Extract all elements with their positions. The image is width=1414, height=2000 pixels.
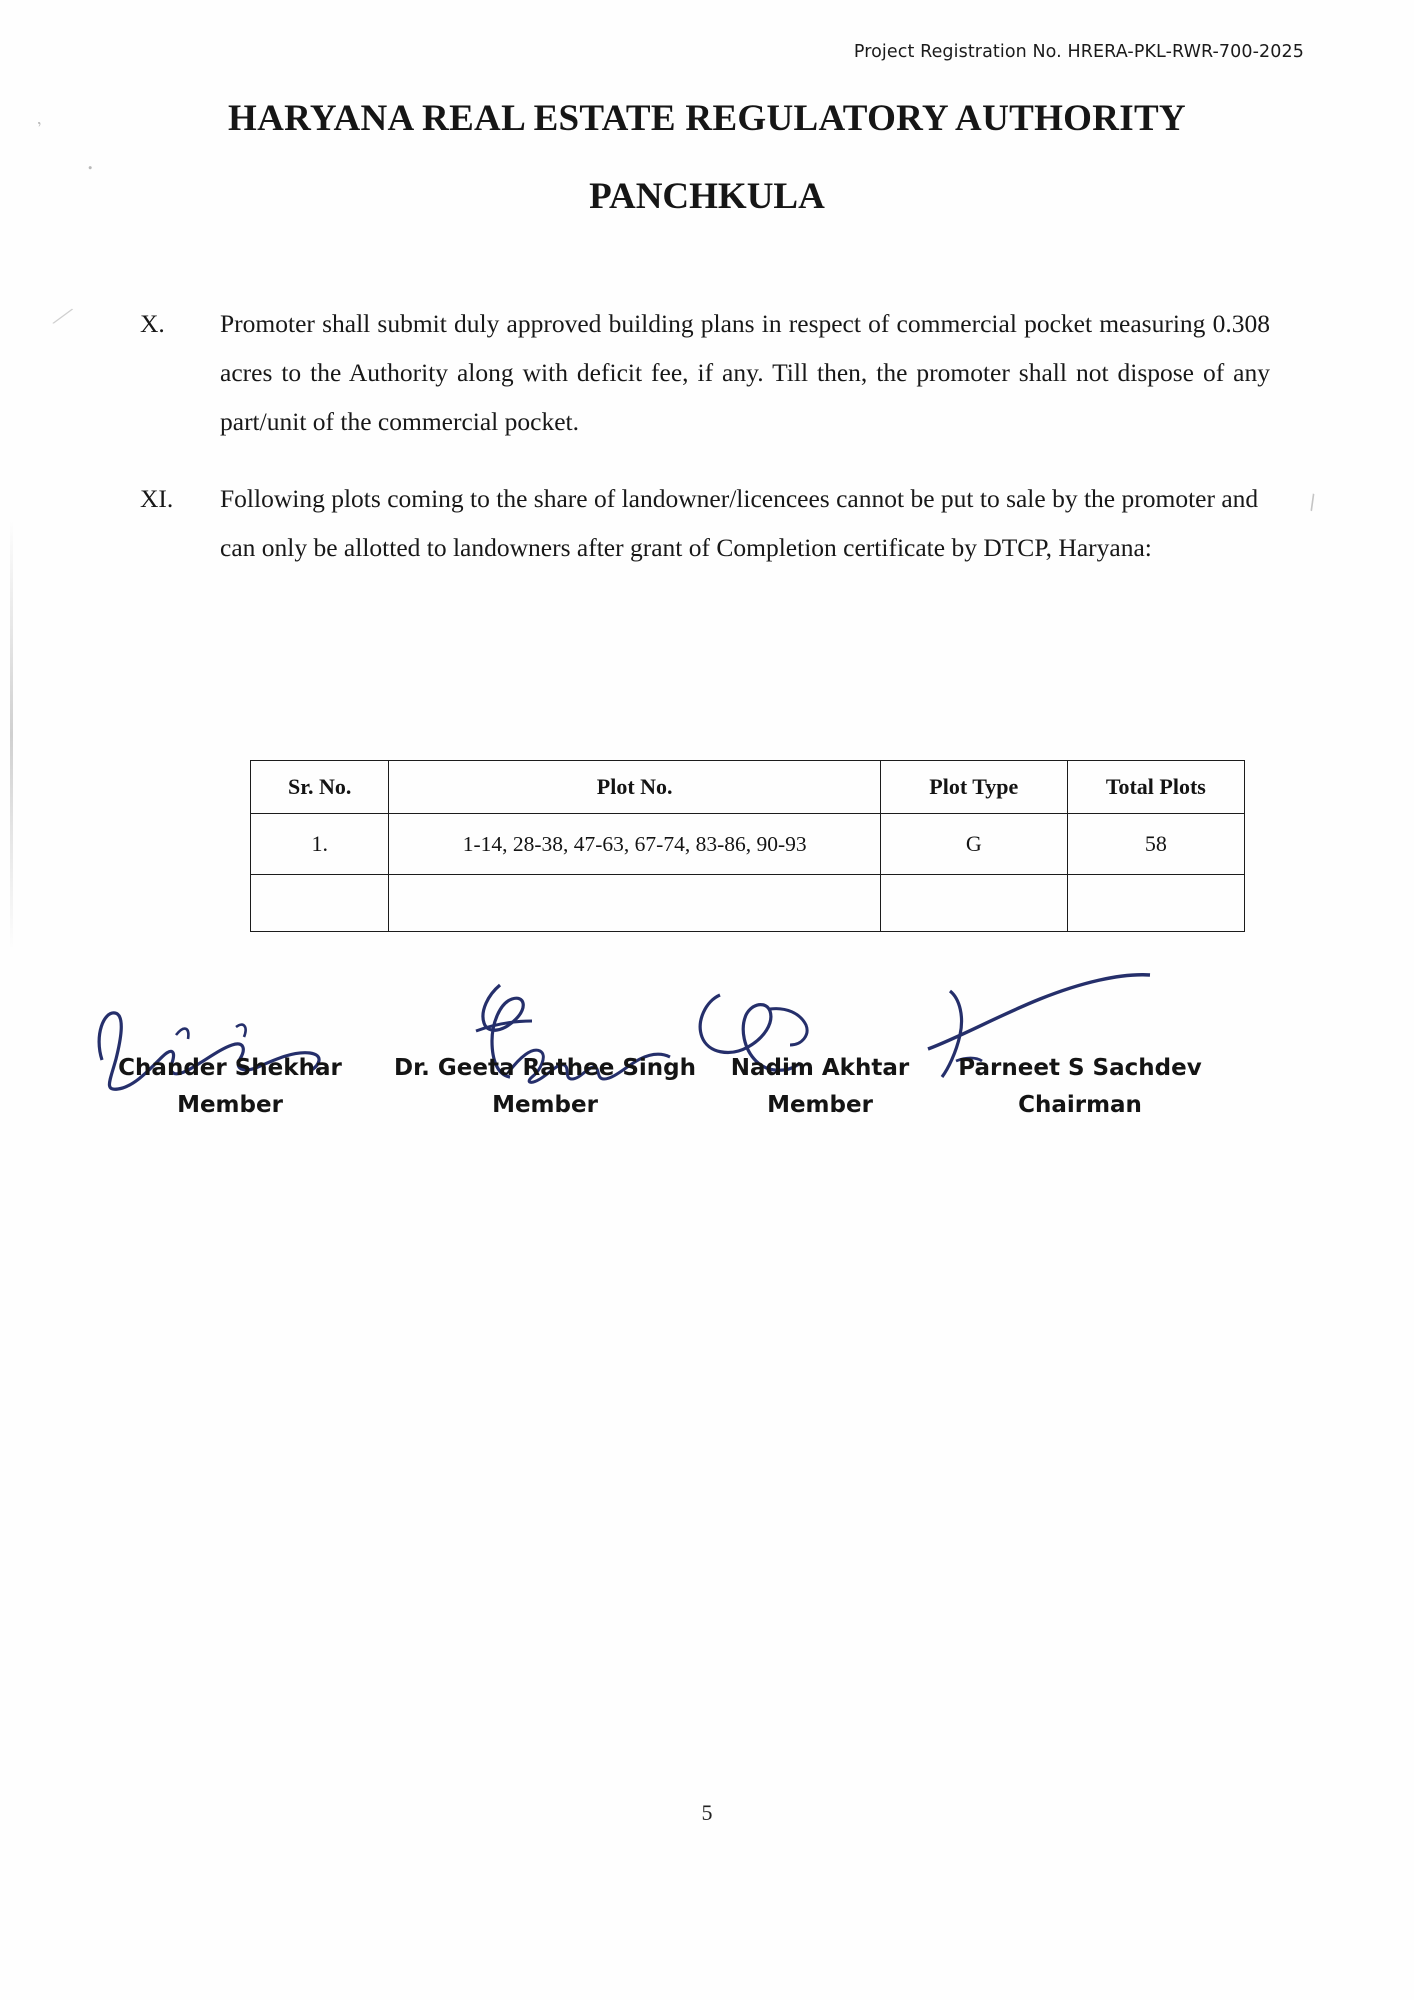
scan-edge-streak	[10, 520, 13, 950]
cell-spacer	[251, 875, 389, 932]
registration-number: Project Registration No. HRERA-PKL-RWR-700-2025	[853, 42, 1304, 62]
page-subtitle: PANCHKULA	[589, 176, 825, 217]
cell-plot-no: 1-14, 28-38, 47-63, 67-74, 83-86, 90-93	[389, 814, 880, 875]
plots-table	[250, 760, 1245, 932]
clause-number: XI.	[140, 483, 174, 513]
cell-sr-no: 1.	[251, 814, 389, 875]
page-number: 5	[701, 1800, 713, 1825]
scan-artifact: ∕	[55, 300, 71, 333]
signatory-block	[80, 1050, 380, 1125]
page-title: HARYANA REAL ESTATE REGULATORY AUTHORITY	[228, 98, 1186, 139]
table-row-spacer	[251, 875, 1245, 932]
signatory-block	[380, 1050, 710, 1125]
column-header-plot-type: Plot Type	[880, 761, 1067, 814]
scan-artifact: ’	[34, 117, 47, 138]
signatory-block	[930, 1050, 1230, 1125]
signatory-role: Member	[767, 1092, 873, 1119]
signatory-role: Member	[492, 1092, 598, 1119]
signatory-name: Parneet S Sachdev	[958, 1055, 1202, 1081]
column-header-sr-no: Sr. No.	[251, 761, 389, 814]
table-header-row	[251, 761, 1245, 814]
document-header	[0, 100, 1414, 218]
clause-number: X.	[140, 309, 165, 338]
signatory-names	[80, 1050, 1340, 1125]
cell-spacer	[880, 875, 1067, 932]
column-header-plot-no: Plot No.	[389, 761, 880, 814]
cell-total-plots: 58	[1067, 814, 1244, 875]
clause-item	[140, 300, 1270, 447]
signatory-name: Nadim Akhtar	[730, 1055, 910, 1081]
signatory-role: Chairman	[1018, 1092, 1142, 1119]
cell-spacer	[1067, 875, 1244, 932]
scan-artifact: •	[86, 159, 94, 176]
clause-list	[140, 300, 1270, 601]
cell-spacer	[389, 875, 880, 932]
clause-item	[140, 475, 1270, 573]
column-header-total-plots: Total Plots	[1067, 761, 1244, 814]
plots-table-container	[250, 760, 1245, 932]
signatory-name: Chander Shekhar	[118, 1055, 342, 1081]
signatory-name: Dr. Geeta Rathee Singh	[394, 1055, 696, 1081]
cell-plot-type: G	[880, 814, 1067, 875]
scan-artifact: ∖	[1300, 490, 1322, 516]
signatory-role: Member	[177, 1092, 283, 1119]
clause-text: Promoter shall submit duly approved building plans in respect of commercial pocket measuring 0.308 acres to the Authority along with deficit fee, if any. Till then, the promoter shall not dispose of any part/unit of the commercial pocket.	[220, 309, 1270, 436]
signatory-block	[710, 1050, 930, 1125]
clause-text: Following plots coming to the share of landowner/licencees cannot be put to sale by the promoter and can only be allotted to landowners after grant of Completion certificate by DTCP, Haryana:	[220, 483, 1259, 562]
table-row	[251, 814, 1245, 875]
